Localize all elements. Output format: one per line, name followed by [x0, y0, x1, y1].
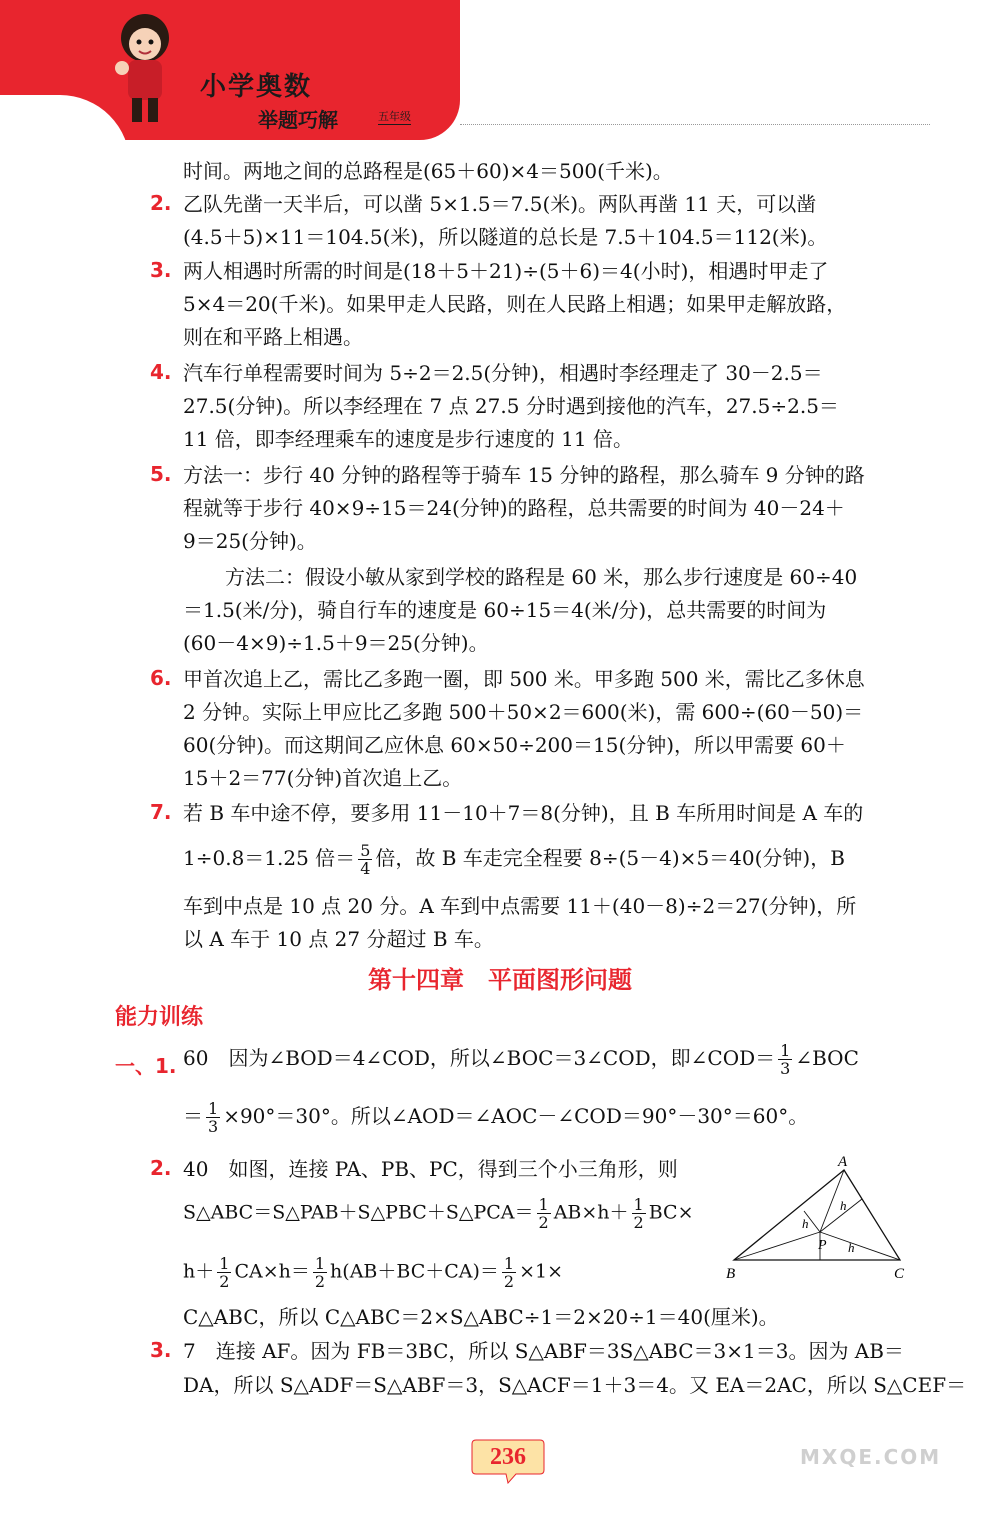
- question-number: 4.: [150, 360, 172, 384]
- fraction-denominator: 2: [633, 1213, 644, 1232]
- answer-line: 两人相遇时所需的时间是(18＋5＋21)÷(5＋6)＝4(小时)，相遇时甲走了: [183, 259, 829, 283]
- answer-line: 时间。两地之间的总路程是(65＋60)×4＝500(千米)。: [183, 159, 673, 183]
- text-segment: S△ABC＝S△PAB＋S△PBC＋S△PCA＝: [183, 1201, 534, 1224]
- question-number: 6.: [150, 666, 172, 690]
- text-segment: 60 因为∠BOD＝4∠COD，所以∠BOC＝3∠COD，即∠COD＝: [183, 1046, 776, 1070]
- answer-line: 车到中点是 10 点 20 分。A 车到中点需要 11＋(40－8)÷2＝27(分钟)，所: [183, 894, 857, 918]
- text-segment: ∠BOC: [795, 1046, 859, 1070]
- fraction-denominator: 3: [208, 1117, 219, 1136]
- fraction-denominator: 2: [503, 1272, 515, 1291]
- fraction-numerator: 1: [219, 1254, 230, 1273]
- question-number: 2.: [150, 1156, 172, 1180]
- text-segment: ×1×: [519, 1260, 564, 1283]
- answer-line: 27.5(分钟)。所以李经理在 7 点 27.5 分时遇到接他的汽车，27.5÷2.5＝: [183, 394, 839, 418]
- answer-line: 程就等于步行 40×9÷15＝24(分钟)的路程，总共需要的时间为 40－24＋: [183, 496, 845, 520]
- answer-line: 汽车行单程需要时间为 5÷2＝2.5(分钟)，相遇时李经理走了 30－2.5＝: [183, 361, 823, 385]
- answer-line: 15＋2＝77(分钟)首次追上乙。: [183, 766, 463, 790]
- fraction: [537, 1196, 551, 1231]
- fraction-numerator: 1: [314, 1254, 326, 1273]
- text-segment: 倍，故 B 车走完全程要 8÷(5－4)×5＝40(分钟)，B: [375, 846, 845, 870]
- answer-line: 若 B 车中途不停，要多用 11－10＋7＝8(分钟)，且 B 车所用时间是 A 车的: [183, 801, 864, 825]
- answer-line: 方法一：步行 40 分钟的路程等于骑车 15 分钟的路程，那么骑车 9 分钟的路: [183, 463, 865, 487]
- question-number: 3.: [150, 1338, 172, 1362]
- answer-line: 40 如图，连接 PA、PB、PC，得到三个小三角形，则: [183, 1157, 678, 1181]
- fraction-numerator: 1: [633, 1195, 644, 1214]
- fraction: [217, 1255, 231, 1290]
- question-number: 一、1.: [115, 1054, 177, 1078]
- label-h: h: [802, 1216, 809, 1231]
- question-number: 7.: [150, 800, 172, 824]
- answer-line: 方法二：假设小敏从家到学校的路程是 60 米，那么步行速度是 60÷40: [225, 565, 858, 589]
- segment-pc: [820, 1232, 900, 1260]
- label-p: P: [818, 1238, 827, 1253]
- header-rule: [460, 124, 930, 125]
- fraction-numerator: 1: [780, 1041, 791, 1060]
- fraction-numerator: 1: [503, 1254, 515, 1273]
- segment-pb: [734, 1232, 820, 1260]
- answer-line: DA，所以 S△ADF＝S△ABF＝3，S△ACF＝1＋3＝4。又 EA＝2AC，所以 S△CEF＝: [183, 1373, 967, 1397]
- answer-line: (60－4×9)÷1.5＋9＝25(分钟)。: [183, 631, 489, 655]
- label-a: A: [838, 1154, 848, 1170]
- label-h: h: [848, 1240, 855, 1255]
- answer-line: 7 连接 AF。因为 FB＝3BC，所以 S△ABF＝3S△ABC＝3×1＝3。因为 AB＝: [183, 1339, 904, 1363]
- girl-mascot-icon: [100, 8, 190, 128]
- fraction-numerator: 1: [538, 1195, 549, 1214]
- question-number: 2.: [150, 191, 172, 215]
- answer-line: (4.5＋5)×11＝104.5(米)，所以隧道的总长是 7.5＋104.5＝112(米)。: [183, 225, 828, 249]
- text-segment: 1÷0.8＝1.25 倍＝: [183, 846, 356, 870]
- chapter-title: 第十四章 平面图形问题: [368, 966, 632, 994]
- label-h: h: [840, 1198, 847, 1213]
- text-segment: ＝: [183, 1104, 203, 1128]
- answer-line: 以 A 车于 10 点 27 分超过 B 车。: [183, 927, 494, 951]
- label-c: C: [894, 1266, 905, 1282]
- triangle-abc: [734, 1170, 900, 1260]
- text-segment: h(AB＋BC＋CA)＝: [330, 1260, 499, 1283]
- answer-line: C△ABC，所以 C△ABC＝2×S△ABC÷1＝2×20÷1＝40(厘米)。: [183, 1305, 779, 1329]
- answer-line: 5×4＝20(千米)。如果甲走人民路，则在人民路上相遇；如果甲走解放路，: [183, 292, 847, 316]
- fraction-denominator: 2: [314, 1272, 326, 1291]
- fraction-denominator: 2: [219, 1272, 230, 1291]
- fraction-denominator: 4: [360, 859, 371, 878]
- section-title: 能力训练: [115, 1005, 204, 1030]
- fraction-denominator: 3: [780, 1059, 791, 1078]
- fraction: [632, 1196, 646, 1231]
- question-number: 5.: [150, 462, 172, 486]
- answer-line: 11 倍，即李经理乘车的速度是步行速度的 11 倍。: [183, 427, 633, 451]
- fraction: [358, 842, 372, 877]
- answer-line: [183, 1196, 694, 1231]
- text-segment: BC×: [648, 1201, 694, 1224]
- label-b: B: [726, 1266, 736, 1282]
- page-number: 236: [490, 1444, 526, 1470]
- answer-line: 甲首次追上乙，需比乙多跑一圈，即 500 米。甲多跑 500 米，需比乙多休息: [183, 667, 865, 691]
- answer-line: [183, 1100, 808, 1135]
- text-segment: h＋: [183, 1260, 215, 1283]
- fraction: [206, 1100, 220, 1135]
- triangle-diagram: [720, 1152, 920, 1292]
- answer-line: [183, 842, 845, 877]
- answer-line: 60(分钟)。而这期间乙应休息 60×50÷200＝15(分钟)，所以甲需要 60＋: [183, 733, 846, 757]
- fraction-numerator: 1: [208, 1099, 219, 1118]
- answer-line: [183, 1042, 859, 1077]
- brand-title: 小学奥数: [200, 72, 313, 102]
- text-segment: CA×h＝: [234, 1260, 310, 1283]
- fraction-denominator: 2: [538, 1213, 549, 1232]
- fraction-numerator: 5: [360, 841, 371, 860]
- text-segment: AB×h＋: [553, 1201, 629, 1224]
- fraction: [313, 1255, 327, 1290]
- text-segment: ×90°＝30°。所以∠AOD＝∠AOC－∠COD＝90°－30°＝60°。: [223, 1104, 809, 1128]
- answer-line: 9＝25(分钟)。: [183, 529, 317, 553]
- answer-line: 则在和平路上相遇。: [183, 325, 363, 349]
- grade-label: 五年级: [378, 110, 411, 123]
- answer-line: 2 分钟。实际上甲应比乙多跑 500＋50×2＝600(米)，需 600÷(60－50)＝: [183, 700, 864, 724]
- watermark: MXQE.COM: [800, 1445, 942, 1469]
- answer-line: 乙队先凿一天半后，可以凿 5×1.5＝7.5(米)。两队再凿 11 天，可以凿: [183, 192, 817, 216]
- fraction: [502, 1255, 516, 1290]
- question-number: 3.: [150, 258, 172, 282]
- brand-subtitle: 举题巧解: [258, 108, 338, 132]
- answer-line: [183, 1255, 563, 1290]
- answer-line: ＝1.5(米/分)，骑自行车的速度是 60÷15＝4(米/分)，总共需要的时间为: [183, 598, 827, 622]
- fraction: [778, 1042, 792, 1077]
